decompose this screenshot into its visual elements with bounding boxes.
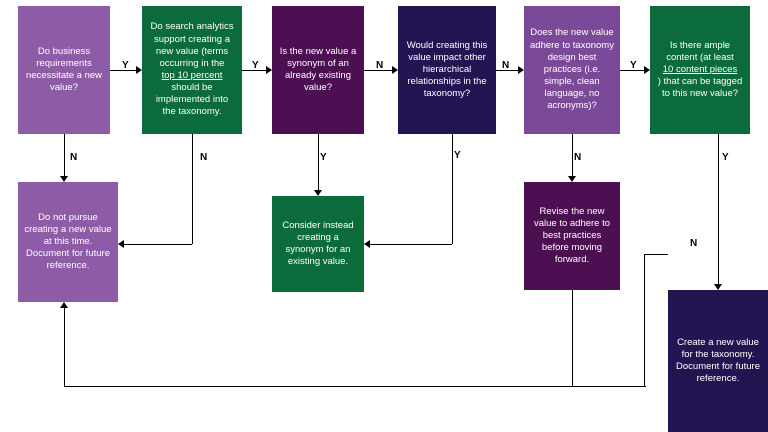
node-text: Consider instead creating a synonym for an existing value. xyxy=(282,219,354,268)
label-y-2: Y xyxy=(252,60,259,71)
edge-n6-n10 xyxy=(718,134,719,284)
node-business-requirements xyxy=(18,6,110,134)
edge-n5-n9 xyxy=(572,134,573,176)
edge-n3-n8 xyxy=(318,134,319,190)
edge-n6-loop-v xyxy=(644,254,645,386)
arrow-n5-n9 xyxy=(568,176,576,182)
node-text: Is there ample content (at least 10 content pieces ) that can be tagged to this new value? xyxy=(657,39,743,100)
label-n-1: N xyxy=(376,60,384,71)
arrow-n4-n8 xyxy=(364,240,370,248)
label-n-5: N xyxy=(574,152,582,163)
edge-n6-loop-h xyxy=(644,254,668,255)
node-text: Do business requirements necessitate a new value? xyxy=(25,45,103,94)
node-revise-value xyxy=(524,182,620,290)
edge-bottom-to-n7 xyxy=(64,308,65,386)
edge-n4-n8-h xyxy=(370,244,452,245)
arrow-n5-n6 xyxy=(644,66,650,74)
arrow-n6-n10 xyxy=(714,284,722,290)
node-search-analytics xyxy=(142,6,242,134)
node-text: Revise the new value to adhere to best practices before moving forward. xyxy=(533,205,611,266)
label-y-1: Y xyxy=(122,60,129,71)
edge-n1-n7 xyxy=(64,134,65,176)
arrow-n1-n2 xyxy=(136,66,142,74)
edge-n9-loop-v xyxy=(572,290,573,386)
label-y-3: Y xyxy=(630,60,637,71)
node-design-best-practices xyxy=(524,6,620,134)
label-y-6: Y xyxy=(722,152,729,163)
arrow-bottom-to-n7 xyxy=(60,302,68,308)
label-n-4: N xyxy=(200,152,208,163)
label-n-6: N xyxy=(690,238,698,249)
node-hierarchy-impact xyxy=(398,6,496,134)
arrow-n4-n5 xyxy=(518,66,524,74)
edge-bottom-loop xyxy=(64,386,646,387)
arrow-n3-n4 xyxy=(392,66,398,74)
label-n-2: N xyxy=(502,60,510,71)
arrow-n2-n3 xyxy=(266,66,272,74)
arrow-n1-n7 xyxy=(60,176,68,182)
arrow-n2-n7 xyxy=(118,240,124,248)
node-text: Do not pursue creating a new value at this time. Document for future reference. xyxy=(24,211,112,272)
node-text: Does the new value adhere to taxonomy design best practices (i.e. simple, clean language, no acronyms)? xyxy=(530,27,614,112)
edge-n2-n7-v xyxy=(192,134,193,244)
node-text: Is the new value a synonym of an already existing value? xyxy=(279,45,357,94)
node-consider-synonym xyxy=(272,196,364,292)
edge-n2-n7-h xyxy=(124,244,192,245)
label-y-4: Y xyxy=(320,152,327,163)
node-text: Would creating this value impact other hierarchical relationships in the taxonomy? xyxy=(406,39,488,100)
label-n-3: N xyxy=(70,152,78,163)
edge-n4-n8-v xyxy=(452,134,453,244)
node-do-not-pursue xyxy=(18,182,118,302)
node-create-new-value xyxy=(668,290,768,432)
node-text: Do search analytics support creating a new value (terms occurring in the top 10 percent should be implemented into the taxonomy. xyxy=(150,21,234,118)
arrow-n3-n8 xyxy=(314,190,322,196)
node-ample-content xyxy=(650,6,750,134)
node-synonym-check xyxy=(272,6,364,134)
label-y-5: Y xyxy=(454,150,461,161)
node-text: Create a new value for the taxonomy. Document for future reference. xyxy=(676,336,760,385)
